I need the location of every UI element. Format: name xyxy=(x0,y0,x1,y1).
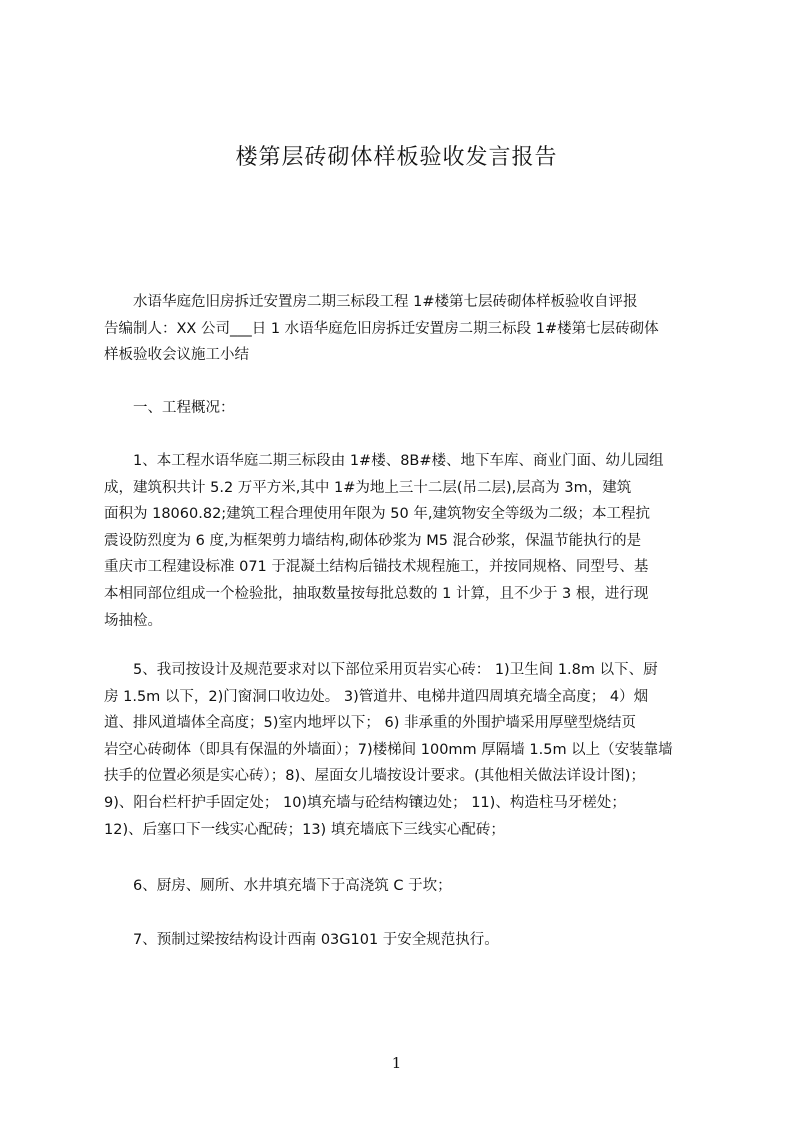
item-5-paragraph xyxy=(104,657,706,843)
intro-paragraph xyxy=(104,289,706,369)
item-1-paragraph xyxy=(104,448,706,634)
text-line: 1、本工程水语华庭二期三标段由 1#楼、8B#楼、地下车库、商业门面、幼儿园组 xyxy=(104,453,664,469)
text-line: 岩空心砖砌体（即具有保温的外墙面）；7)楼梯间 100mm 厚隔墙 1.5m 以上（安装靠墙 xyxy=(104,741,673,758)
text-line: 房 1.5m 以下，2)门窗洞口收边处。 3)管道井、电梯井道四周填充墙全高度； 4）烟 xyxy=(104,688,649,705)
text-line: 告编制人：XX 公司___日 1 水语华庭危旧房拆迁安置房二期三标段 1#楼第七层砖砌体 xyxy=(104,320,659,337)
section-heading xyxy=(104,395,706,422)
text-line: 9)、阳台栏杆护手固定处； 10)填充墙与砼结构镶边处； 11)、构造柱马牙槎处； xyxy=(104,794,626,811)
section-heading-text: 一、工程概况： xyxy=(104,400,235,416)
item-7-paragraph xyxy=(104,927,706,954)
text-line: 本相同部位组成一个检验批，抽取数量按每批总数的 1 计算，且不少于 3 根，进行现 xyxy=(104,585,649,602)
text-line: 样板验收会议施工小结 xyxy=(104,347,249,364)
text-line: 震设防烈度为 6 度,为框架剪力墙结构,砌体砂浆为 M5 混合砂浆，保温节能执行的是 xyxy=(104,532,642,549)
text-line: 重庆市工程建设标准 071 于混凝土结构后锚技术规程施工，并按同规格、同型号、基 xyxy=(104,559,649,576)
text-line: 12)、后塞口下一线实心配砖；13) 填充墙底下三线实心配砖； xyxy=(104,821,505,838)
text-line: 道、排风道墙体全高度；5)室内地坪以下； 6) 非承重的外围护墙采用厚壁型烧结页 xyxy=(104,715,636,732)
text-line: 场抽检。 xyxy=(104,612,162,629)
text-line: 5、我司按设计及规范要求对以下部位采用页岩实心砖： 1)卫生间 1.8m 以下、厨 xyxy=(104,662,658,678)
item-6-paragraph xyxy=(104,873,706,900)
text-line: 7、预制过梁按结构设计西南 03G101 于安全规范执行。 xyxy=(104,932,499,948)
text-line: 水语华庭危旧房拆迁安置房二期三标段工程 1#楼第七层砖砌体样板验收自评报 xyxy=(104,294,638,310)
text-line: 6、厨房、厕所、水井填充墙下于高浇筑 C 于坎； xyxy=(104,878,452,894)
text-line: 面积为 18060.82;建筑工程合理使用年限为 50 年,建筑物安全等级为二级；本工程抗 xyxy=(104,506,650,523)
text-line: 扶手的位置必须是实心砖）；8)、屋面女儿墙按设计要求。(其他相关做法详设计图)； xyxy=(104,768,645,785)
page-number: 1 xyxy=(391,1054,402,1072)
text-line: 成，建筑积共计 5.2 万平方米,其中 1#为地上三十二层(吊二层),层高为 3m，建筑 xyxy=(104,479,632,496)
document-title: 楼第层砖砌体样板验收发言报告 xyxy=(235,145,558,170)
